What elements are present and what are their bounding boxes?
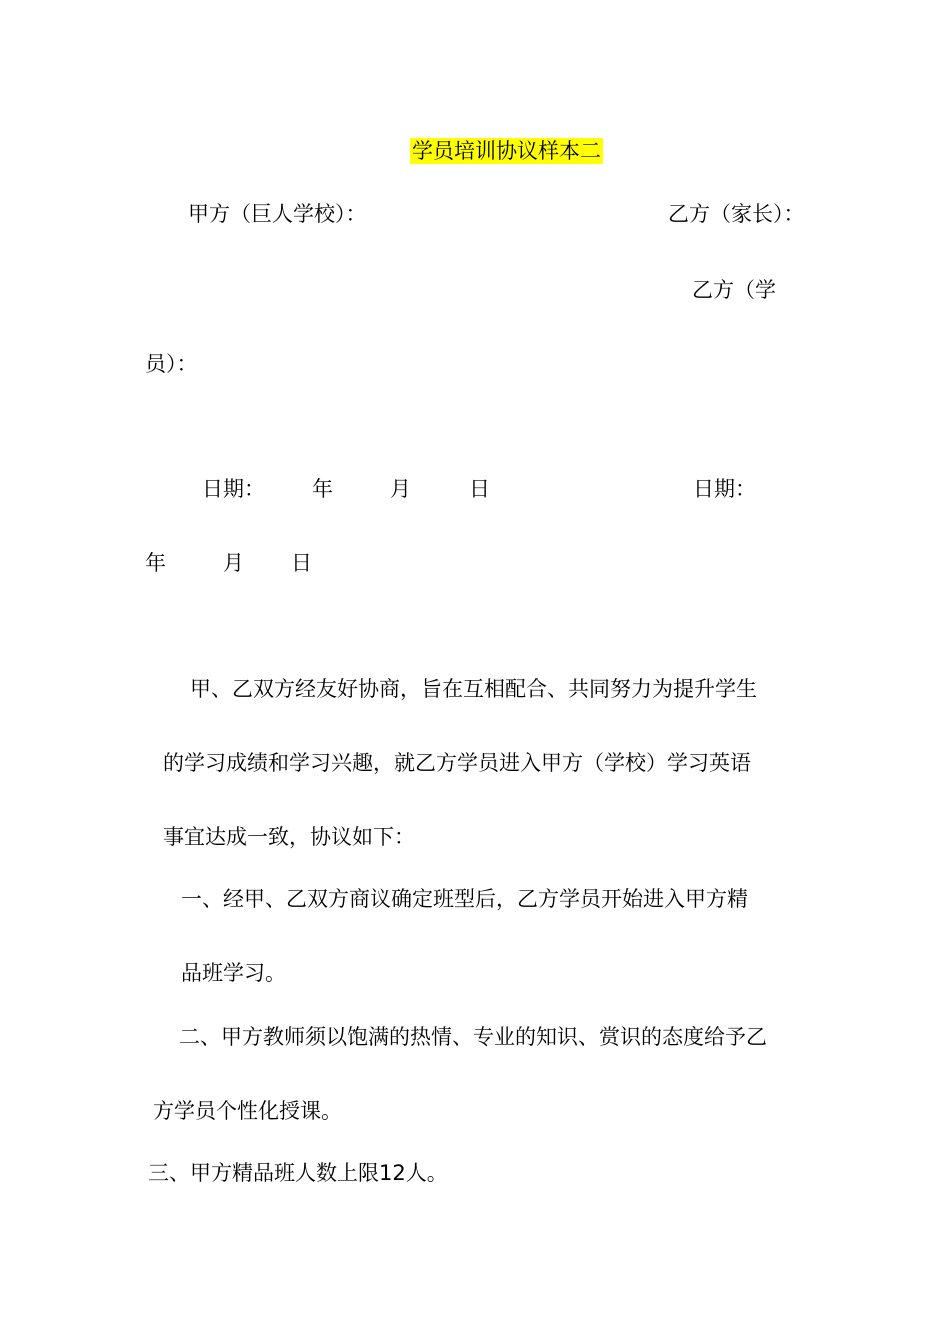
party-b-parent-label: 乙方（家长）： [668,202,805,226]
party-b-date-day: 日 [291,551,312,575]
clause-2-line-1: 二、甲方教师须以饱满的热情、专业的知识、赏识的态度给予乙 [179,1025,767,1049]
party-b-date-month: 月 [223,551,244,575]
party-a-date-month: 月 [390,477,411,501]
intro-line-2: 的学习成绩和学习兴趣，就乙方学员进入甲方（学校）学习英语 [163,751,751,775]
document-title: 学员培训协议样本二 [412,139,601,163]
clause-1-line-1: 一、经甲、乙双方商议确定班型后，乙方学员开始进入甲方精 [181,887,748,911]
clause-1-line-2: 品班学习。 [181,961,286,985]
clause-3-line-1: 三、甲方精品班人数上限12人。 [148,1161,448,1185]
intro-line-3: 事宜达成一致，协议如下： [163,825,415,849]
party-b-date-label: 日期： [693,477,756,501]
party-b-student-label-line1: 乙方（学 [692,278,776,302]
party-a-label: 甲方（巨人学校）： [188,202,367,226]
party-b-date-year: 年 [145,551,166,575]
party-a-date-year: 年 [312,477,333,501]
party-a-date-label: 日期： [202,477,265,501]
party-b-student-label-line2: 员）： [145,352,198,376]
clause-2-line-2: 方学员个性化授课。 [153,1099,342,1123]
intro-line-1: 甲、乙双方经友好协商，旨在互相配合、共同努力为提升学生 [190,677,757,701]
party-a-date-day: 日 [469,477,490,501]
